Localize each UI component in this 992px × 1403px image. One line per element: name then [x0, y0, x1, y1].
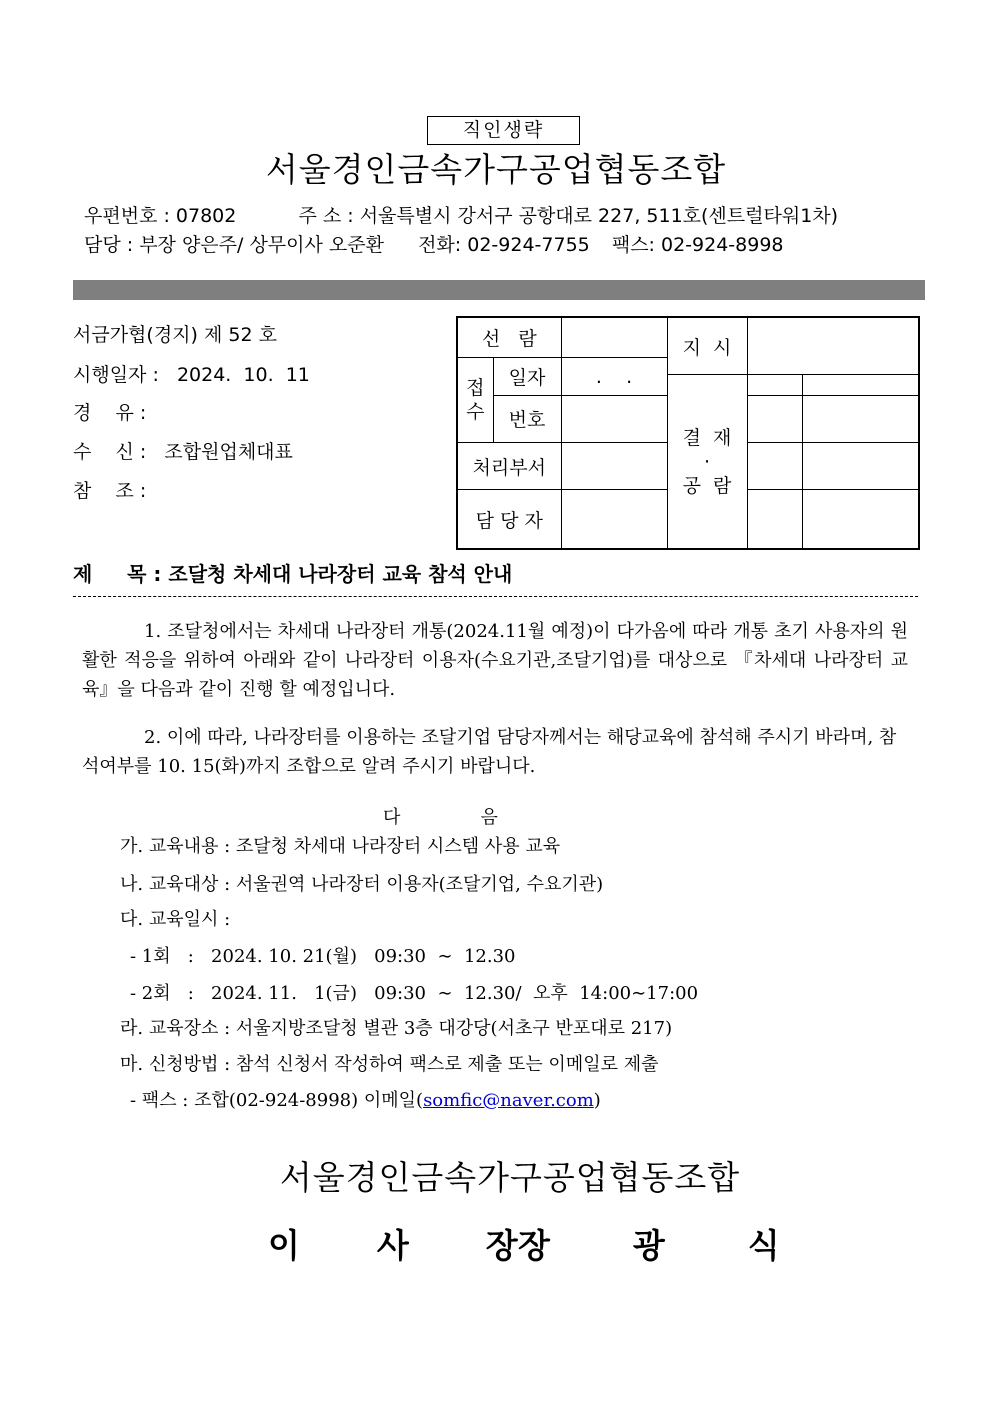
sign-box-3b: [802, 442, 919, 490]
fax-email-suffix: ): [593, 1090, 601, 1111]
gyeoljae-label: 결 재: [682, 426, 732, 449]
beonho-value-cell: [561, 396, 667, 443]
body-paragraph-2: 2. 이에 따라, 나라장터를 이용하는 조달기업 담당자께서는 해당교육에 참석해 주시기 바라며, 참석여부를 10. 15(화)까지 조합으로 알려 주시기 바랍니다.: [82, 727, 897, 777]
fax-label: 팩스:: [611, 234, 661, 256]
chair-title: 이 사 장: [268, 1226, 536, 1265]
detail-item-da: 다. 교육일시 :: [120, 909, 231, 930]
ilja-cell: 일자: [493, 357, 561, 395]
recipient-label: 수 신 :: [73, 441, 147, 463]
address-label: 주 소 :: [298, 205, 360, 227]
doc-number: 서금가협(경지) 제 52 호: [73, 324, 277, 346]
jeopsu-cell: [457, 357, 493, 442]
chair-name: 장 광 식: [518, 1226, 800, 1265]
body-paragraph-1: 1. 조달청에서는 차세대 나라장터 개통(2024.11월 예정)이 다가옴에 따라 개통 초기 사용자의 원활한 적응을 위하여 아래와 같이 나라장터 이용자(수요기관,조달기업)를 대상으로 『차세대 나라장터 교육』을 다음과 같이 진행 할 예정입니다.: [82, 621, 908, 700]
phone-label: 전화:: [418, 234, 468, 256]
jeopsu-char-2: 수: [466, 400, 485, 423]
detail-item-ma: 마. 신청방법 : 참석 신청서 작성하여 팩스로 제출 또는 이메일로 제출: [120, 1054, 659, 1075]
damdang-value-cell: [561, 490, 667, 549]
contact-label: 담당 :: [84, 234, 140, 256]
phone: 02-924-7755: [467, 234, 590, 256]
sign-box-3a: [747, 442, 802, 490]
dot-separator: ·: [703, 450, 711, 473]
header-divider-bar: [73, 280, 925, 300]
fax: 02-924-8998: [661, 234, 784, 256]
sign-box-4a: [747, 490, 802, 549]
recipient-value: 조합원업체대표: [164, 441, 293, 463]
jeopsu-char-1: 접: [466, 376, 485, 399]
approval-table: [456, 316, 920, 550]
seonram-cell: 선 람: [457, 317, 561, 357]
header-address-line: [84, 204, 838, 228]
recipient-row: [73, 440, 293, 464]
subject-text: 조달청 차세대 나라장터 교육 참석 안내: [168, 562, 513, 586]
footer-organization: 서울경인금속가구공업협동조합: [279, 1158, 741, 1197]
detail-item-ra: 라. 교육장소 : 서울지방조달청 별관 3층 대강당(서초구 반포대로 217): [120, 1018, 673, 1039]
contact: 부장 양은주/ 상무이사 오준환: [139, 234, 384, 256]
postal-label: 우편번호 :: [84, 205, 176, 227]
stamp-omitted-box: 직인생략: [427, 116, 580, 145]
cheori-value-cell: [561, 442, 667, 490]
notice-header: 다 음: [383, 807, 498, 828]
date-row: [73, 363, 310, 387]
postal-code: 07802: [175, 205, 237, 227]
gongram-label: 공 람: [682, 474, 732, 497]
subject-label: 제 목 :: [73, 562, 169, 586]
ilja-value-cell: . .: [561, 357, 667, 395]
reference-label: 참 조 :: [73, 480, 147, 502]
address: 서울특별시 강서구 공항대로 227, 511호(센트럴타워1차): [359, 205, 839, 227]
fax-email-prefix: - 팩스 : 조합(02-924-8998) 이메일(: [130, 1090, 424, 1111]
via-label: 경 유 :: [73, 402, 147, 424]
jisi-cell: 지 시: [667, 317, 747, 375]
seonram-value-cell: [561, 317, 667, 357]
header-contact-line: [84, 233, 784, 257]
sign-box-1a: [747, 375, 802, 396]
detail-item-ga: 가. 교육내용 : 조달청 차세대 나라장터 시스템 사용 교육: [120, 836, 561, 857]
session-2: - 2회 : 2024. 11. 1(금) 09:30 ∼ 12.30/ 오후 14:00∼17:00: [130, 983, 699, 1004]
subject-line: [73, 561, 512, 587]
sign-box-4b: [802, 490, 919, 549]
sign-box-2a: [747, 396, 802, 443]
jisi-value-cell: [747, 317, 919, 375]
sign-box-1b: [802, 375, 919, 396]
session-1: - 1회 : 2024. 10. 21(월) 09:30 ∼ 12.30: [130, 946, 516, 967]
sign-box-2b: [802, 396, 919, 443]
subject-dashed-divider: [73, 596, 918, 597]
damdang-cell: 담 당 자: [457, 490, 561, 549]
date-label: 시행일자 :: [73, 364, 159, 386]
via-row: [73, 401, 146, 425]
email-link[interactable]: somfic@naver.com: [423, 1090, 594, 1111]
beonho-cell: 번호: [493, 396, 561, 443]
fax-email-line: [130, 1089, 601, 1113]
cheori-cell: 처리부서: [457, 442, 561, 490]
reference-row: [73, 479, 146, 503]
date-value: 2024. 10. 11: [176, 364, 310, 386]
gyeoljae-gongram-cell: [667, 375, 747, 549]
detail-item-na: 나. 교육대상 : 서울권역 나라장터 이용자(조달기업, 수요기관): [120, 874, 604, 895]
organization-title: 서울경인금속가구공업협동조합: [265, 150, 727, 189]
